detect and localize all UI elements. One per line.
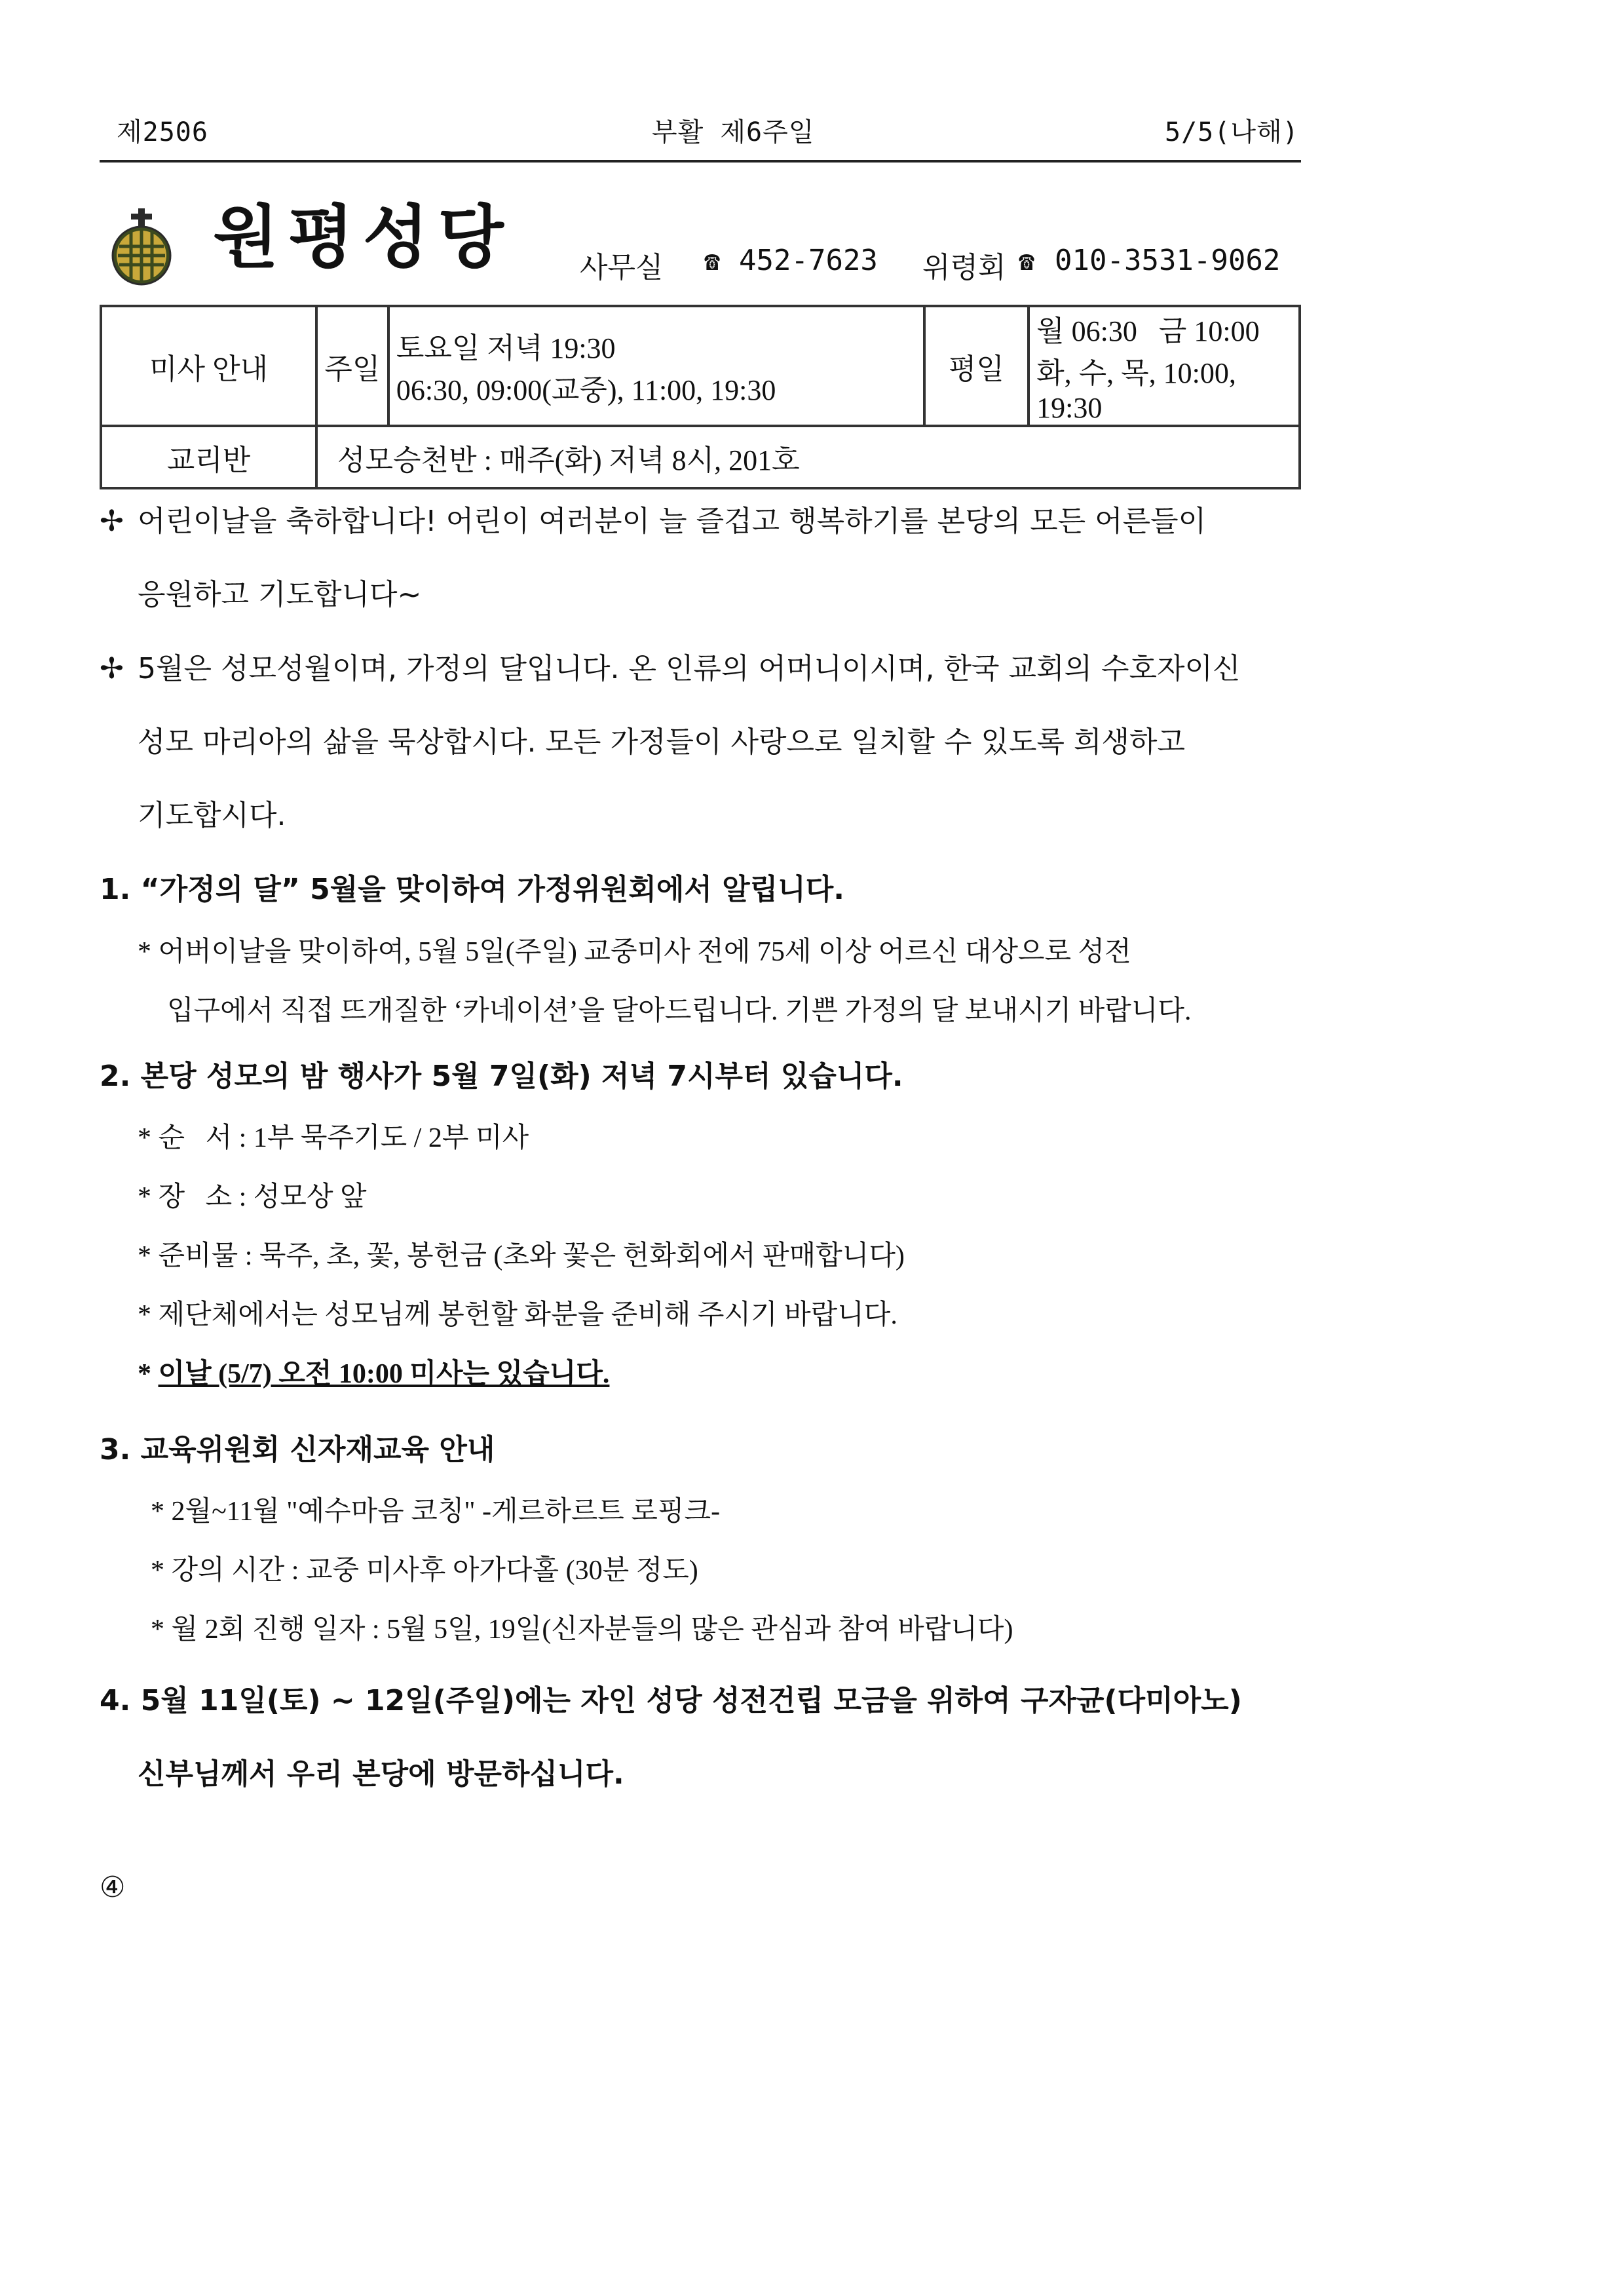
notice-childrens-day: [100, 505, 1206, 539]
mass-schedule-table: [100, 305, 1301, 489]
notice-line: 응원하고 기도합니다~: [138, 578, 422, 611]
item-3-detail: * 강의 시간 : 교중 미사후 아가다홀 (30분 정도): [151, 1556, 698, 1586]
item-1-detail: * 어버이날을 맞이하여, 5월 5일(주일) 교중미사 전에 75세 이상 어르신 대상으로 성전: [138, 937, 1131, 967]
committee-phone: 010-3531-9062: [1055, 244, 1281, 277]
item-2-detail: * 준비물 : 묵주, 초, 꽃, 봉헌금 (초와 꽃은 헌화회에서 판매합니다): [138, 1241, 905, 1271]
cross-icon: ✢: [100, 652, 124, 685]
item-2-detail: * 장 소 : 성모상 앞: [138, 1182, 367, 1212]
notice-line: 어린이날을 축하합니다! 어린이 여러분이 늘 즐겁고 행복하기를 본당의 모든 어른들이: [138, 505, 1207, 538]
item-1-detail: 입구에서 직접 뜨개질한 ‘카네이션’을 달아드립니다. 기쁜 가정의 달 보내시기 바랍니다.: [167, 996, 1192, 1026]
item-3-detail: * 2월~11월 "예수마음 코칭" -게르하르트 로핑크-: [151, 1497, 721, 1527]
item-3-detail: * 월 2회 진행 일자 : 5월 5일, 19일(신자분들의 많은 관심과 참여 바랍니다): [151, 1615, 1013, 1645]
issue-date: 5/5(나해): [1165, 117, 1299, 147]
sunday-times-line2: 06:30, 09:00(교중), 11:00, 19:30: [396, 373, 776, 406]
notice-line: 5월은 성모성월이며, 가정의 달입니다. 온 인류의 어머니이시며, 한국 교회의 수호자이신: [138, 652, 1241, 685]
highlight-text: 이날 (5/7) 오전 10:00 미사는 있습니다.: [158, 1359, 610, 1389]
office-label: 사무실: [580, 251, 664, 284]
weekday-label: 평일: [924, 306, 1029, 426]
church-name: 원평성당: [213, 197, 513, 277]
item-4-line: 신부님께서 우리 본당에 방문하십니다.: [138, 1757, 624, 1791]
item-2-highlight: [138, 1358, 609, 1390]
weekday-times: [1029, 306, 1300, 426]
liturgical-title: 부활 제6주일: [652, 117, 815, 147]
phone-icon-2: ☎: [1019, 246, 1035, 277]
sunday-label: 주일: [316, 306, 388, 426]
item-1-title: 1. “가정의 달” 5월을 맞이하여 가정위원회에서 알립니다.: [100, 873, 844, 906]
notice-line: 기도합시다.: [138, 799, 286, 832]
phone-icon: ☎: [704, 246, 721, 277]
bullet-mark: *: [138, 1359, 151, 1389]
item-2-detail: * 순 서 : 1부 묵주기도 / 2부 미사: [138, 1123, 529, 1153]
item-4-line: 4. 5월 11일(토) ~ 12일(주일)에는 자인 성당 성전건립 모금을 위하여 구자균(다미아노): [100, 1684, 1242, 1717]
item-3-title: 3. 교육위원회 신자재교육 안내: [100, 1433, 495, 1466]
header-rule: [100, 160, 1301, 163]
notice-line: 성모 마리아의 삶을 묵상합시다. 모든 가정들이 사랑으로 일치할 수 있도록 희생하고: [138, 725, 1185, 759]
committee-label: 위령회: [922, 251, 1006, 284]
item-2-detail: * 제단체에서는 성모님께 봉헌할 화분을 준비해 주시기 바랍니다.: [138, 1300, 897, 1330]
catechism-label: 교리반: [101, 426, 316, 488]
issue-number: 제2506: [117, 117, 208, 147]
page-number: ④: [100, 1871, 126, 1904]
weekday-times-line2: 화, 수, 목, 10:00, 19:30: [1036, 357, 1236, 424]
mass-guide-label: 미사 안내: [101, 306, 316, 426]
weekday-times-line1: 월 06:30 금 10:00: [1036, 315, 1260, 347]
cross-icon: ✢: [100, 505, 124, 538]
sunday-times: [388, 306, 924, 426]
item-2-title: 2. 본당 성모의 밤 행사가 5월 7일(화) 저녁 7시부터 있습니다.: [100, 1060, 903, 1093]
catechism-value: 성모승천반 : 매주(화) 저녁 8시, 201호: [316, 426, 1300, 488]
church-logo-icon: [105, 208, 178, 286]
notice-marian-month: [100, 652, 1240, 687]
sunday-times-line1: 토요일 저녁 19:30: [396, 332, 616, 364]
office-phone: 452-7623: [739, 244, 878, 277]
